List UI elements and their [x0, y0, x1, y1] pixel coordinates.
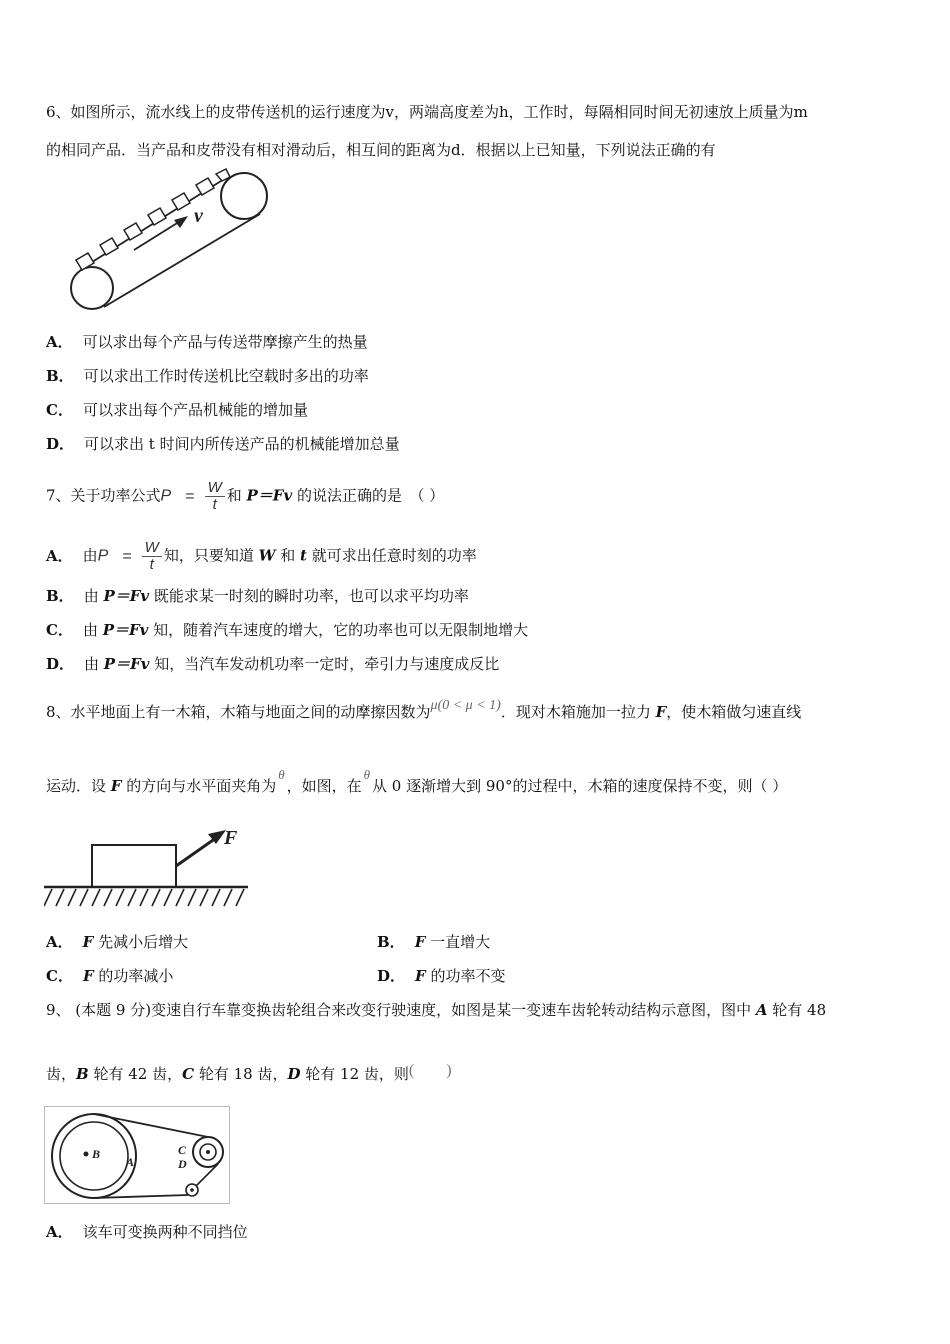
wooden-box-figure: [44, 820, 250, 912]
q6-option-d: D． 可以求出 t 时间内所传送产品的机械能增加总量: [46, 435, 400, 453]
svg-text:D: D: [178, 1157, 187, 1171]
q9-stem-line2: 齿，B 轮有 42 齿，C 轮有 18 齿，D 轮有 12 齿，则( ): [46, 1062, 452, 1083]
q8-option-c: C． F 的功率减小: [46, 967, 174, 985]
velocity-label: v: [194, 205, 203, 227]
conveyor-belt-figure: [64, 168, 274, 316]
q6-option-a: A． 可以求出每个产品与传送带摩擦产生的热量: [46, 333, 368, 351]
friction-coefficient-expr: μ(0 < μ < 1): [430, 698, 501, 713]
svg-text:B: B: [92, 1147, 101, 1161]
q8-stem-line2: 运动．设 F 的方向与水平面夹角为θ，如图，在θ从 0 逐渐增大到 90°的过程中，木箱的速度保持不变，则（ ）: [46, 767, 788, 795]
q7-option-c: C． 由 P＝Fv 知，随着汽车速度的增大，它的功率也可以无限制地增大: [46, 621, 529, 639]
q6-option-b: B． 可以求出工作时传送机比空载时多出的功率: [46, 367, 369, 385]
q7-stem: 7、关于功率公式P = $\frac{W}{t}$ 和 P＝Fv 的说法正确的是 （ ）: [46, 479, 445, 513]
force-label: F: [224, 827, 238, 849]
svg-text:C: C: [178, 1143, 187, 1157]
q8-option-d: D． F 的功率不变: [377, 967, 506, 985]
q6-stem-line1: 6、如图所示，流水线上的皮带传送机的运行速度为v，两端高度差为h，工作时，每隔相同时间无初速放上质量为m: [46, 103, 808, 121]
svg-text:A: A: [126, 1155, 135, 1169]
q8-option-b: B． F 一直增大: [377, 933, 491, 951]
q7-option-d: D． 由 P＝Fv 知，当汽车发动机功率一定时，牵引力与速度成反比: [46, 655, 500, 673]
q6-stem-line2: 的相同产品．当产品和皮带没有相对滑动后，相互间的距离为d．根据以上已知量，下列说法正确的有: [46, 141, 716, 159]
q7-option-a: A． 由P = $\frac{W}{t}$ 知，只要知道 W 和 t 就可求出任意时刻的功率: [46, 539, 477, 573]
q7-option-b: B． 由 P＝Fv 既能求某一时刻的瞬时功率，也可以求平均功率: [46, 587, 469, 605]
q8-option-a: A． F 先减小后增大: [46, 933, 189, 951]
power-formula-fraction: $\frac{W}{t}$: [205, 480, 225, 513]
q6-option-c: C． 可以求出每个产品机械能的增加量: [46, 401, 308, 419]
q8-stem-line1: 8、水平地面上有一木箱，木箱与地面之间的动摩擦因数为μ(0 < μ < 1)．现对木箱施加一拉力 F，使木箱做匀速直线: [46, 698, 802, 721]
q9-option-a: A． 该车可变换两种不同挡位: [46, 1223, 248, 1241]
q9-stem-line1: 9、 (本题 9 分)变速自行车靠变换齿轮组合来改变行驶速度，如图是某一变速车齿轮转动结构示意图，图中 A 轮有 48: [46, 1001, 827, 1019]
gear-diagram-figure: [44, 1106, 230, 1204]
